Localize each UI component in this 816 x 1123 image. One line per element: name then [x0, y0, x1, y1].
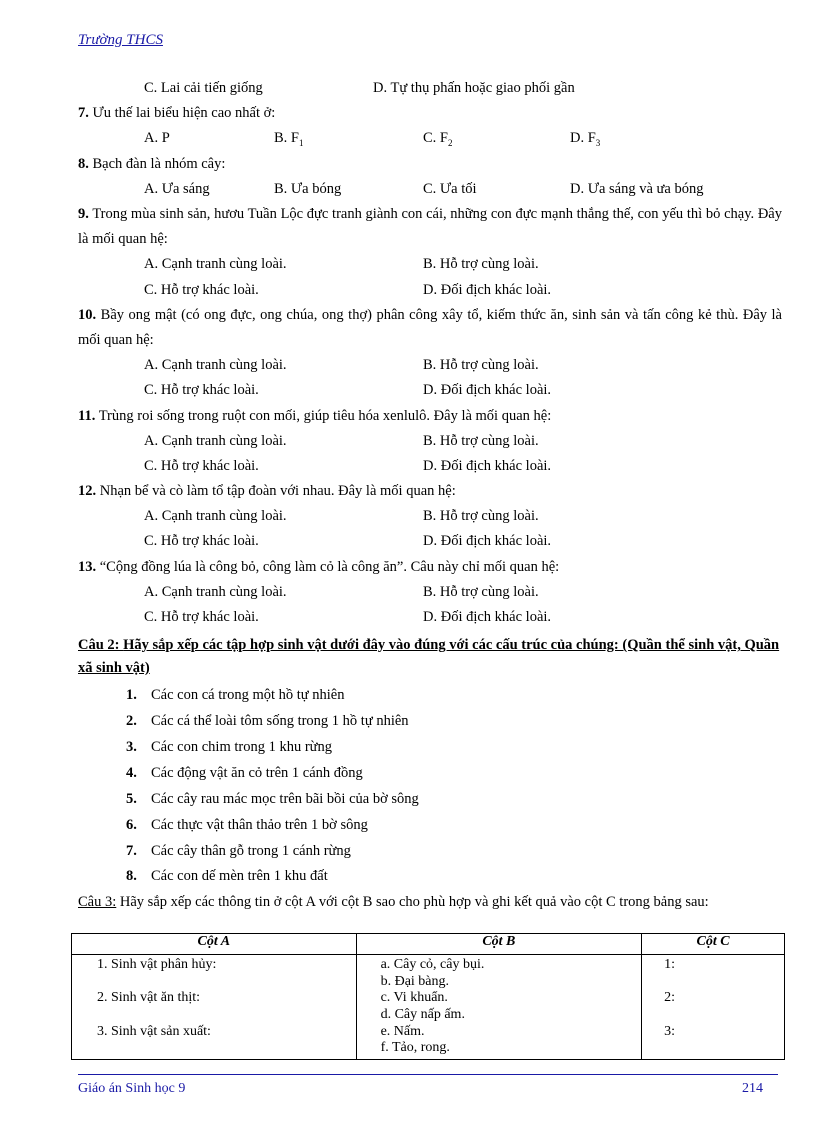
table-header-row: [72, 934, 785, 955]
footer-divider: [78, 1074, 778, 1075]
column-b-header: Cột B: [356, 934, 642, 955]
q12-question: [78, 479, 782, 504]
col-b-item-f: f. Tảo, rong.: [380, 1040, 450, 1056]
q12-option-b: B. Hỗ trợ cùng loài.: [423, 508, 539, 525]
cau2-label: Câu 2:: [78, 637, 120, 654]
col-c-item-2: 2:: [664, 990, 676, 1006]
q8-number: 8.: [78, 155, 89, 172]
q8-question: [78, 152, 782, 177]
q13-options-row1: [78, 580, 782, 605]
column-c-header: Cột C: [642, 934, 785, 955]
q6-option-c: C. Lai cải tiến giống: [144, 80, 263, 96]
q12-options-row2: [78, 529, 782, 554]
q6-option-d: D. Tự thụ phấn hoặc giao phối gần: [373, 80, 575, 96]
q12-number: 12.: [78, 483, 97, 500]
q7-text: Ưu thế lai biểu hiện cao nhất ở:: [92, 105, 276, 122]
col-b-item-b: b. Đại bàng.: [380, 973, 450, 989]
q13-option-c: C. Hỗ trợ khác loài.: [144, 609, 259, 625]
q11-option-c: C. Hỗ trợ khác loài.: [144, 457, 259, 474]
q13-option-d: D. Đối địch khác loài.: [423, 609, 552, 625]
q9-number: 9.: [78, 205, 89, 222]
q13-question: [78, 555, 782, 580]
q11-options-row1: [78, 429, 782, 454]
document-body: [78, 76, 782, 913]
q13-option-a: A. Cạnh tranh cùng loài.: [144, 583, 287, 600]
q10-options-row1: [78, 353, 782, 378]
list-item: 6. Các thực vật thân thảo trên 1 bờ sông: [126, 816, 368, 833]
column-c-cell: [642, 955, 785, 1060]
list-item: 2. Các cá thể loài tôm sống trong 1 hồ tự nhiên: [126, 713, 409, 730]
school-header: Trường THCS: [78, 32, 163, 48]
q7-number: 7.: [78, 105, 89, 122]
q7-options: [78, 126, 782, 151]
page-number: 214: [742, 1081, 763, 1096]
q13-option-b: B. Hỗ trợ cùng loài.: [423, 583, 539, 600]
list-item: 7. Các cây thân gỗ trong 1 cánh rừng: [126, 842, 351, 859]
col-b-item-c: c. Vi khuẩn.: [380, 990, 448, 1006]
column-a-cell: [72, 955, 357, 1060]
column-a-header: Cột A: [72, 934, 357, 955]
col-a-item-3: 3. Sinh vật sản xuất:: [97, 1023, 211, 1039]
list-item: 1. Các con cá trong một hồ tự nhiên: [126, 687, 345, 704]
q13-number: 13.: [78, 558, 97, 575]
q9-option-a: A. Cạnh tranh cùng loài.: [144, 256, 287, 273]
q11-options-row2: [78, 454, 782, 479]
cau2-list: [78, 683, 782, 890]
col-a-item-2: 2. Sinh vật ăn thịt:: [97, 990, 201, 1006]
q7-option-a: A. P: [144, 130, 170, 147]
q11-option-b: B. Hỗ trợ cùng loài.: [423, 432, 539, 449]
column-b-cell: [356, 955, 642, 1060]
q12-text: Nhạn bể và cò làm tổ tập đoàn với nhau. Đây là mối quan hệ:: [99, 483, 456, 500]
cau2-title: Hãy sắp xếp các tập hợp sinh vật dưới đây vào đúng với các cấu trúc của chúng: (Quần thể sinh vật, Quần xã sinh vật): [78, 637, 780, 677]
q8-option-c: C. Ưa tối: [423, 180, 477, 197]
q10-option-d: D. Đối địch khác loài.: [423, 382, 552, 399]
cau3-text: Hãy sắp xếp các thông tin ở cột A với cột B sao cho phù hợp và ghi kết quả vào cột C trong bảng sau:: [119, 894, 709, 911]
q11-text: Trùng roi sống trong ruột con mối, giúp tiêu hóa xenlulô. Đây là mối quan hệ:: [98, 407, 552, 424]
q9-options-row1: [78, 252, 782, 277]
list-item: 5. Các cây rau mác mọc trên bãi bồi của bờ sông: [126, 790, 419, 807]
q8-text: Bạch đàn là nhóm cây:: [92, 155, 226, 172]
list-item: 3. Các con chim trong 1 khu rừng: [126, 738, 333, 755]
q7-option-b: B. $F_1$: [274, 130, 304, 149]
col-b-item-d: d. Cây nấp ấm.: [380, 1007, 465, 1023]
q9-text: Trong mùa sinh sản, hươu Tuần Lộc đực tranh giành con cái, những con đực mạnh thắng thế, con yếu thì bỏ chạy. Đây là mối quan hệ:: [78, 205, 782, 248]
q9-question: [78, 202, 782, 252]
col-c-item-3: 3:: [664, 1023, 676, 1039]
q10-question: [78, 303, 782, 353]
q7-question: [78, 101, 782, 126]
q10-option-a: A. Cạnh tranh cùng loài.: [144, 357, 287, 374]
matching-table: [71, 933, 785, 1060]
q11-number: 11.: [78, 407, 96, 424]
q11-option-a: A. Cạnh tranh cùng loài.: [144, 432, 287, 449]
q7-option-d: D. $F_3$: [570, 130, 601, 149]
q10-number: 10.: [78, 306, 97, 323]
q13-options-row2: [78, 605, 782, 630]
q9-option-c: C. Hỗ trợ khác loài.: [144, 281, 259, 298]
list-item: 4. Các động vật ăn cỏ trên 1 cánh đồng: [126, 764, 363, 781]
q12-option-d: D. Đối địch khác loài.: [423, 533, 552, 550]
q10-option-b: B. Hỗ trợ cùng loài.: [423, 357, 539, 374]
q9-option-d: D. Đối địch khác loài.: [423, 281, 552, 298]
q10-options-row2: [78, 378, 782, 403]
q12-option-a: A. Cạnh tranh cùng loài.: [144, 508, 287, 525]
q12-options-row1: [78, 504, 782, 529]
q11-question: [78, 404, 782, 429]
table-row: [72, 955, 785, 1060]
list-item: 8. Các con dế mèn trên 1 khu đất: [126, 868, 328, 885]
q8-options: [78, 177, 782, 202]
cau2-heading: [78, 634, 782, 680]
q13-text: “Cộng đồng lúa là công bỏ, công làm cỏ là công ăn”. Câu này chỉ mối quan hệ:: [99, 558, 560, 575]
q10-text: Bầy ong mật (có ong đực, ong chúa, ong thợ) phân công xây tổ, kiếm thức ăn, sinh sản và tấn công kẻ thù. Đây là mối quan hệ:: [78, 306, 782, 348]
cau3-label: Câu 3:: [78, 894, 117, 911]
q9-options-row2: [78, 278, 782, 303]
q11-option-d: D. Đối địch khác loài.: [423, 457, 552, 474]
q10-option-c: C. Hỗ trợ khác loài.: [144, 382, 259, 399]
q7-option-c: C. $F_2$: [423, 130, 453, 149]
cau3-heading: [78, 892, 782, 913]
col-a-item-1: 1. Sinh vật phân hủy:: [97, 957, 217, 972]
q12-option-c: C. Hỗ trợ khác loài.: [144, 533, 259, 550]
q6-options: [78, 76, 782, 101]
q8-option-b: B. Ưa bóng: [274, 180, 342, 197]
q9-option-b: B. Hỗ trợ cùng loài.: [423, 256, 539, 273]
col-c-item-1: 1:: [664, 957, 676, 972]
col-b-item-a: a. Cây cỏ, cây bụi.: [380, 957, 485, 972]
q8-option-a: A. Ưa sáng: [144, 180, 210, 197]
col-b-item-e: e. Nấm.: [380, 1023, 425, 1039]
q8-option-d: D. Ưa sáng và ưa bóng: [570, 180, 704, 197]
footer-title: Giáo án Sinh học 9: [78, 1081, 186, 1096]
